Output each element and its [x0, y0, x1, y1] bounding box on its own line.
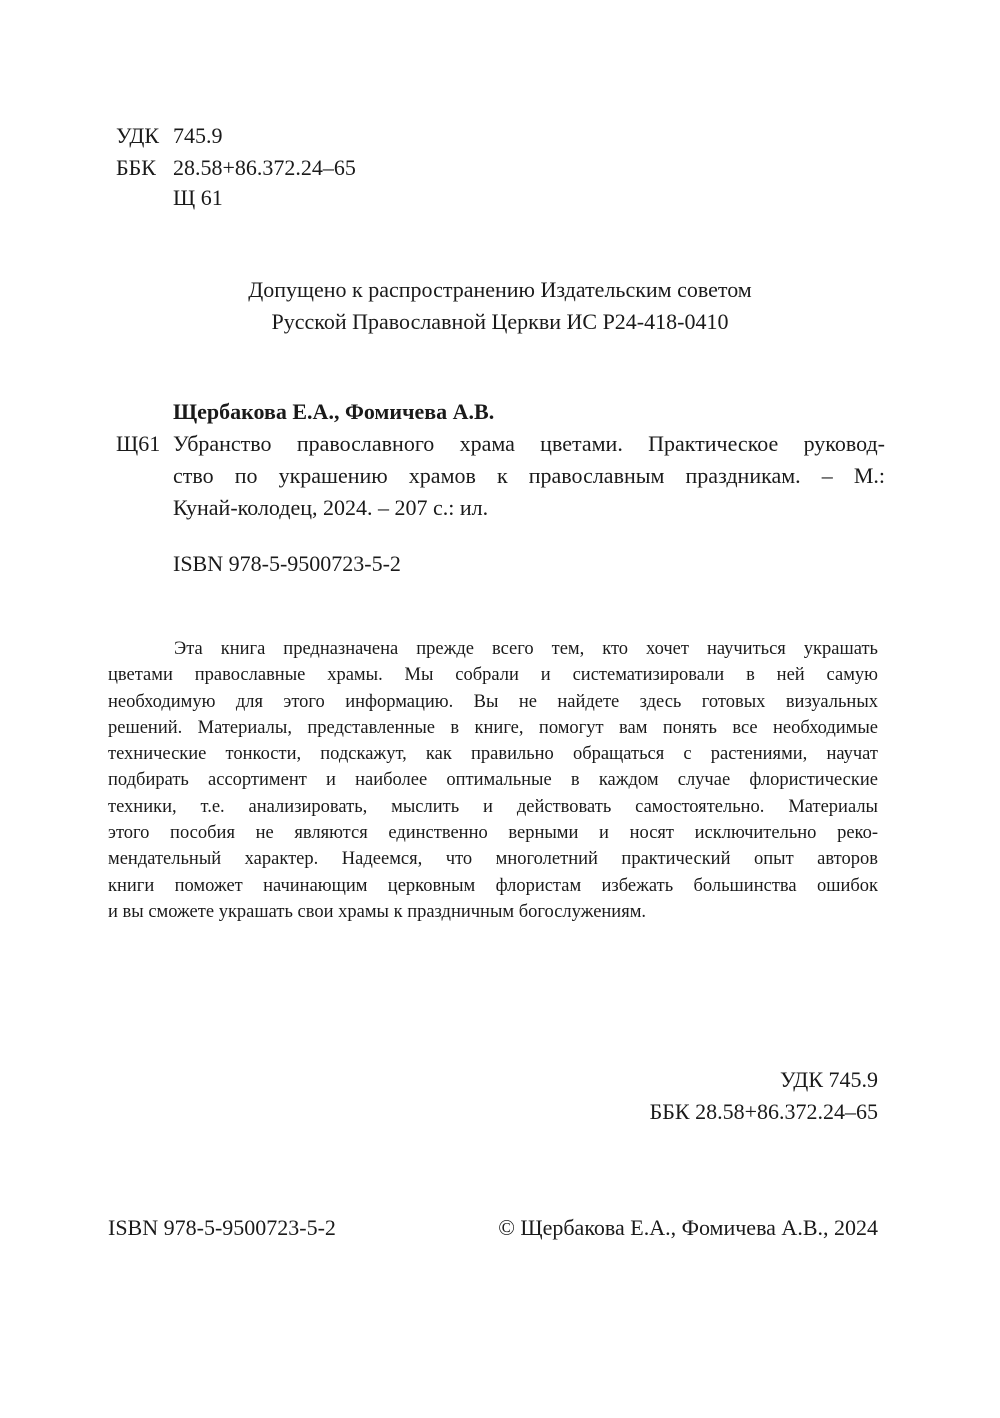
udk-row	[116, 120, 223, 152]
isbn-top: ISBN 978-5-9500723-5-2	[173, 551, 401, 576]
annotation-line: и вы сможете украшать свои храмы к праздничным богослужениям.	[108, 901, 647, 922]
approval-note	[0, 274, 1000, 338]
approval-line: Русской Православной Церкви ИС Р24-418-0410	[271, 309, 729, 334]
bbk-bottom: ББК 28.58+86.372.24–65	[649, 1099, 878, 1124]
bbk-row	[116, 152, 356, 184]
annotation-line: этого пособия не являются единственно верными и носят исключительно реко-	[108, 823, 878, 844]
isbn-footer: ISBN 978-5-9500723-5-2	[108, 1215, 336, 1240]
annotation-line: книги поможет начинающим церковным флористам избежать большинства ошибок	[108, 875, 878, 896]
copyright-notice: © Щербакова Е.А., Фомичева А.В., 2024	[498, 1215, 878, 1240]
book-authors: Щербакова Е.А., Фомичева А.В.	[173, 399, 495, 424]
udk-bottom: УДК 745.9	[779, 1067, 878, 1092]
bbk-label: ББК	[116, 155, 156, 180]
classification-bottom	[650, 1064, 878, 1128]
annotation-line: технические тонкости, подскажут, как правильно обращаться с растениями, научат	[108, 744, 878, 765]
annotation-line: подбирать ассортимент и наиболее оптимальные в каждом случае флористические	[108, 770, 878, 791]
author-sign: Щ 61	[173, 185, 223, 210]
annotation	[108, 636, 878, 925]
annotation-line: Эта книга предназначена прежде всего тем, кто хочет научиться украшать	[174, 639, 878, 659]
udk-label: УДК	[116, 123, 160, 148]
approval-line: Допущено к распространению Издательским советом	[248, 277, 752, 302]
annotation-line: цветами православные храмы. Мы собрали и систематизировали в ней самую	[108, 665, 878, 686]
bib-line: Убранство православного храма цветами. Практическое руковод-	[173, 431, 885, 456]
annotation-line: необходимую для этого информацию. Вы не найдете здесь готовых визуальных	[108, 691, 878, 712]
udk-value: 745.9	[173, 123, 223, 148]
annotation-line: решений. Материалы, представленные в книге, помогут вам понять все необходимые	[108, 717, 878, 738]
bib-description	[173, 428, 885, 524]
bib-line: ство по украшению храмов к православным праздникам. – М.:	[173, 463, 885, 488]
bbk-value: 28.58+86.372.24–65	[173, 155, 356, 180]
bib-author-sign: Щ61	[116, 431, 161, 456]
annotation-line: техники, т.е. анализировать, мыслить и действовать самостоятельно. Материалы	[108, 796, 878, 817]
annotation-line: мендательный характер. Надеемся, что многолетний практический опыт авторов	[108, 849, 878, 870]
bib-line: Кунай-колодец, 2024. – 207 с.: ил.	[173, 495, 489, 520]
